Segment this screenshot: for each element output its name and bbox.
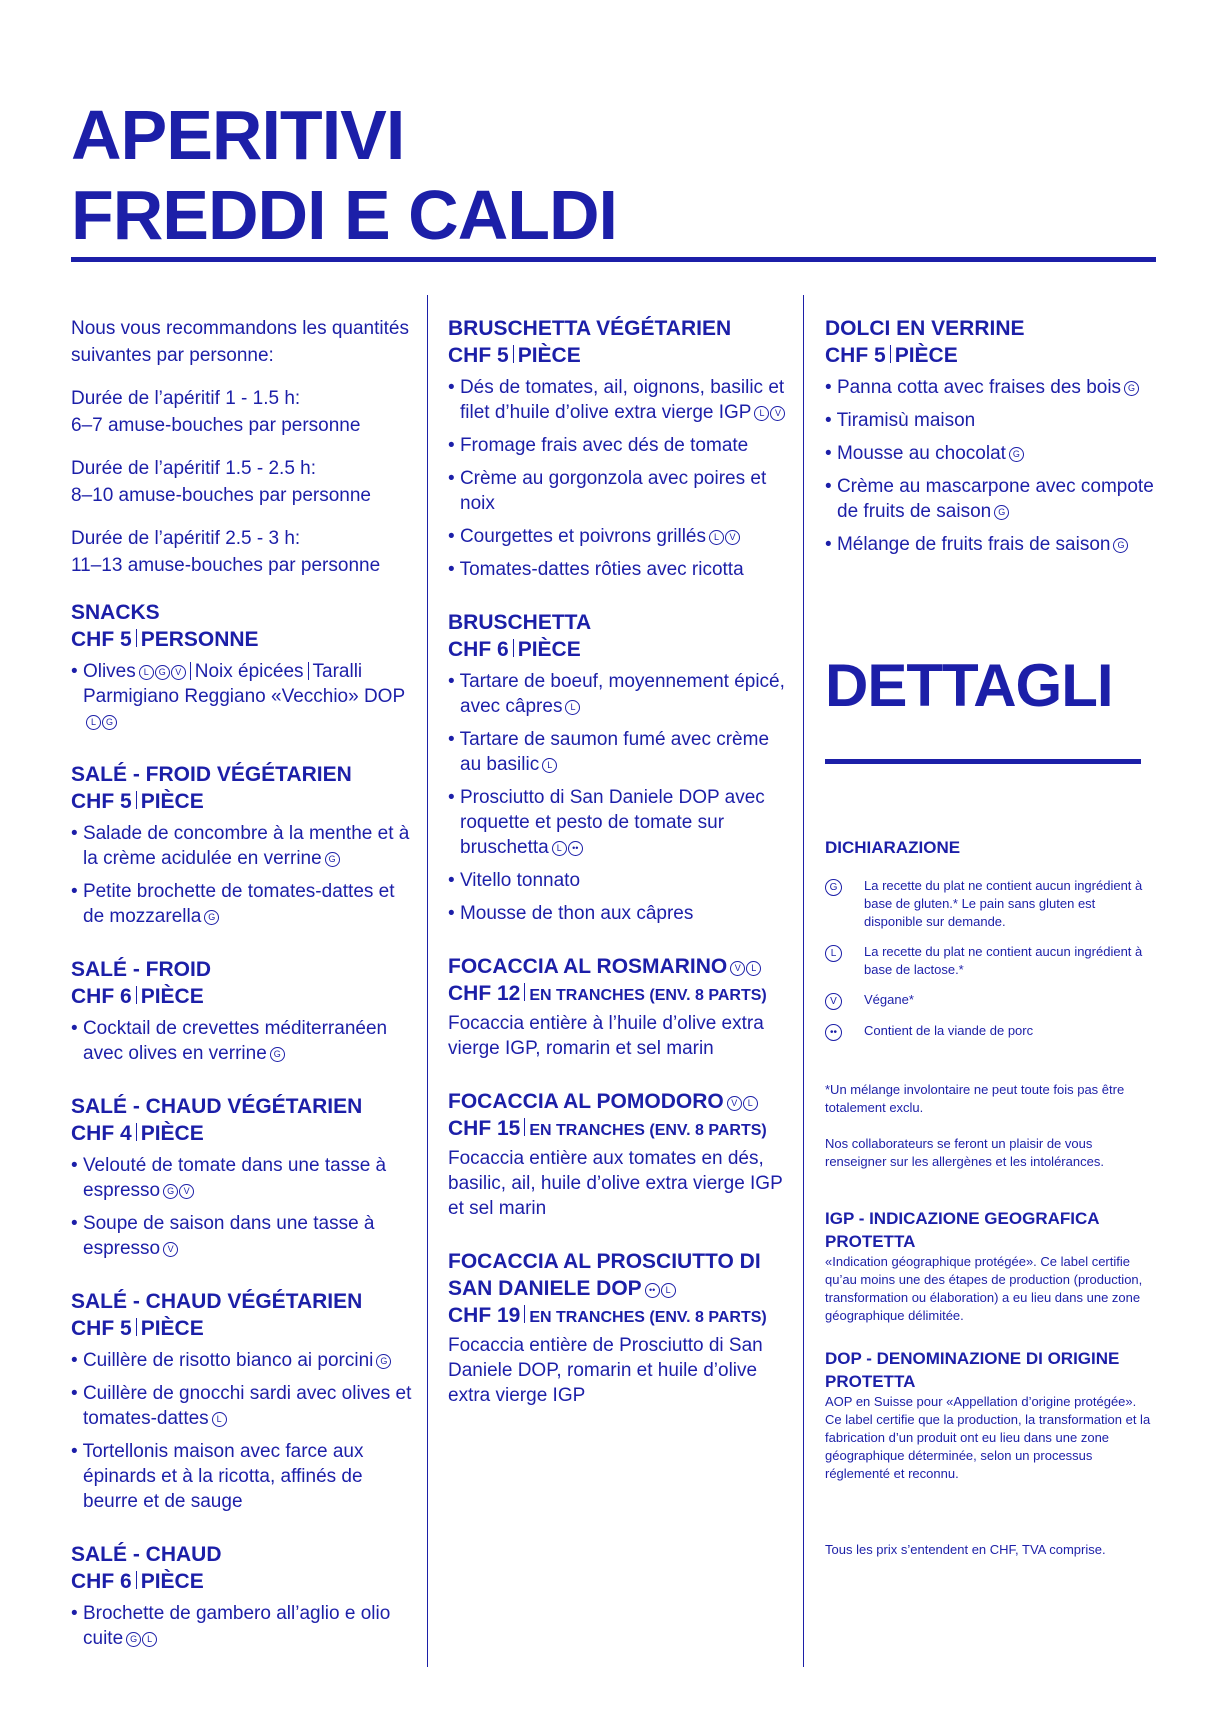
section-price	[71, 983, 416, 1010]
item-text: Tartare de boeuf, moyennement épicé, avec câpres	[459, 671, 785, 717]
list-item	[448, 868, 788, 893]
dettagli-heading: DETTAGLI	[825, 652, 1113, 719]
vegan-icon: V	[825, 993, 842, 1010]
vegan-icon: V	[163, 1242, 178, 1257]
legend-text: La recette du plat ne contient aucun ingrédient à base de gluten.* Le pain sans gluten est disponible sur demande.	[864, 878, 1143, 929]
page-title-line1: APERITIVI	[71, 96, 405, 174]
title-text: FOCACCIA AL PROSCIUTTO DI SAN DANIELE DOP	[448, 1250, 761, 1300]
item-list	[825, 375, 1155, 557]
legend-text: Contient de la viande de porc	[864, 1023, 1034, 1038]
section-title: SALÉ - CHAUD VÉGÉTARIEN	[71, 1290, 363, 1313]
list-item	[448, 433, 788, 458]
section-price	[71, 1120, 416, 1147]
list-item	[825, 408, 1155, 433]
item-text: Brochette de gambero all’aglio e olio cuite	[82, 1603, 391, 1649]
list-item	[825, 532, 1155, 557]
item-list	[71, 1016, 416, 1066]
section-price	[448, 636, 788, 663]
item-text: Cuillère de gnocchi sardi avec olives et tomates-dattes	[82, 1383, 412, 1429]
list-item	[825, 474, 1155, 524]
section-sale-chaud-vegetarien-4	[71, 1093, 416, 1261]
lactose-free-icon: L	[825, 945, 842, 962]
price-unit: PIÈCE	[140, 790, 204, 813]
gluten-free-icon: G	[1124, 381, 1139, 396]
dop-text: AOP en Suisse pour «Appellation d’origine protégée». Ce label certifie que la production, la transformation et la fabrication d’un produit ont eu lieu dans une zone géographique déterminée, selon un processus réglementé et reconnu.	[825, 1394, 1151, 1481]
legend-row-pork	[825, 1022, 1155, 1041]
section-price	[825, 342, 1155, 369]
vegan-icon: V	[179, 1184, 194, 1199]
lactose-free-icon: L	[746, 961, 761, 976]
section-price	[448, 980, 788, 1009]
igp-text: «Indication géographique protégée». Ce label certifie qu’au moins une des étapes de production (production, transformation ou élaboration) a eu lieu dans une zone géographique délimitée.	[825, 1254, 1143, 1323]
item-text: Parmigiano Reggiano «Vecchio» DOP	[83, 686, 406, 707]
vegan-icon: V	[725, 530, 740, 545]
gluten-free-icon: G	[994, 505, 1009, 520]
igp-section	[825, 1207, 1155, 1325]
item-separator	[308, 662, 309, 680]
item-description: Focaccia entière de Prosciutto di San Daniele DOP, romarin et huile d’olive extra vierge IGP	[448, 1335, 763, 1406]
item-text: Dés de tomates, ail, oignons, basilic et filet d’huile d’olive extra vierge IGP	[459, 377, 785, 423]
list-item	[448, 524, 788, 549]
price-amount: CHF 5	[71, 628, 132, 651]
list-item	[448, 785, 788, 860]
list-item	[71, 1153, 416, 1203]
section-title: SALÉ - CHAUD	[71, 1543, 222, 1566]
declaration-section	[825, 836, 1155, 1171]
price-separator	[524, 983, 525, 1001]
staff-note: Nos collaborateurs se feront un plaisir de vous renseigner sur les allergènes et les intolérances.	[825, 1136, 1104, 1169]
price-unit: EN TRANCHES (ENV. 8 PARTS)	[529, 1122, 767, 1139]
title-divider	[71, 257, 1156, 262]
price-separator	[513, 639, 514, 657]
item-text: Tartare de saumon fumé avec crème au basilic	[459, 729, 770, 775]
dop-title: DOP - DENOMINAZIONE DI ORIGINE PROTETTA	[825, 1349, 1120, 1391]
price-amount: CHF 6	[71, 985, 132, 1008]
lactose-free-icon: L	[743, 1096, 758, 1111]
price-separator	[524, 1305, 525, 1323]
item-list	[71, 1601, 416, 1651]
item-text: Panna cotta avec fraises des bois	[836, 377, 1122, 398]
section-title	[448, 1088, 788, 1115]
item-list	[448, 669, 788, 926]
section-title	[448, 953, 788, 980]
item-description: Focaccia entière à l’huile d’olive extra vierge IGP, romarin et sel marin	[448, 1013, 764, 1059]
section-title: DOLCI EN VERRINE	[825, 317, 1025, 340]
price-separator	[890, 345, 891, 363]
lactose-free-icon: L	[565, 700, 580, 715]
lactose-free-icon: L	[139, 665, 154, 680]
item-text: Soupe de saison dans une tasse à espresso	[82, 1213, 375, 1259]
dettagli-divider	[825, 759, 1141, 764]
price-unit: PIÈCE	[140, 1122, 204, 1145]
item-text: Courgettes et poivrons grillés	[459, 526, 707, 547]
vegan-icon: V	[770, 406, 785, 421]
price-unit: EN TRANCHES (ENV. 8 PARTS)	[529, 987, 767, 1004]
list-item	[825, 441, 1155, 466]
item-text: Olives	[82, 661, 136, 682]
item-text: Velouté de tomate dans une tasse à espresso	[82, 1155, 387, 1201]
price-amount: CHF 4	[71, 1122, 132, 1145]
column-divider-2	[803, 295, 804, 1667]
price-unit: PIÈCE	[517, 638, 581, 661]
column-middle	[448, 315, 788, 1435]
column-right	[825, 315, 1155, 1559]
legend-text: La recette du plat ne contient aucun ingrédient à base de lactose.*	[864, 944, 1143, 977]
page-title	[71, 95, 617, 255]
item-text: Prosciutto di San Daniele DOP avec roquette et pesto de tomate sur bruschetta	[459, 787, 765, 858]
item-text: Mélange de fruits frais de saison	[836, 534, 1111, 555]
price-separator	[136, 1318, 137, 1336]
price-amount: CHF 19	[448, 1304, 521, 1327]
price-separator	[136, 986, 137, 1004]
lactose-free-icon: L	[552, 841, 567, 856]
item-text: Tomates-dattes rôties avec ricotta	[459, 559, 744, 580]
item-text: Crème au mascarpone avec compote de fruits de saison	[836, 476, 1154, 522]
gluten-free-icon: G	[325, 852, 340, 867]
list-item	[448, 557, 788, 582]
pork-icon: ••	[825, 1024, 842, 1041]
lactose-free-icon: L	[86, 715, 101, 730]
section-focaccia-prosciutto	[448, 1248, 788, 1408]
item-text: Cocktail de crevettes méditerranéen avec olives en verrine	[82, 1018, 388, 1064]
list-item	[71, 1348, 416, 1373]
price-unit: PERSONNE	[140, 628, 259, 651]
duration-2	[71, 455, 416, 509]
price-amount: CHF 6	[71, 1570, 132, 1593]
list-item	[71, 659, 416, 734]
dop-section	[825, 1347, 1155, 1483]
gluten-free-icon: G	[126, 1632, 141, 1647]
section-bruschetta	[448, 609, 788, 926]
vegan-icon: V	[171, 665, 186, 680]
gluten-free-icon: G	[204, 910, 219, 925]
section-bruschetta-vegetarien	[448, 315, 788, 582]
item-text: Tortellonis maison avec farce aux épinards et à la ricotta, affinés de beurre et de sauge	[82, 1441, 364, 1512]
price-unit: PIÈCE	[517, 344, 581, 367]
legend-row-lactose	[825, 943, 1155, 979]
section-title: SALÉ - CHAUD VÉGÉTARIEN	[71, 1095, 363, 1118]
section-title: BRUSCHETTA VÉGÉTARIEN	[448, 317, 732, 340]
price-amount: CHF 6	[448, 638, 509, 661]
list-item	[71, 1211, 416, 1261]
section-sale-chaud-vegetarien-5	[71, 1288, 416, 1514]
section-price	[71, 1315, 416, 1342]
disclaimer-note: *Un mélange involontaire ne peut toute fois pas être totalement exclu.	[825, 1082, 1125, 1115]
lactose-free-icon: L	[661, 1283, 676, 1298]
title-text: FOCACCIA AL POMODORO	[448, 1090, 724, 1113]
price-separator	[513, 345, 514, 363]
section-title: SALÉ - FROID	[71, 958, 211, 981]
gluten-free-icon: G	[163, 1184, 178, 1199]
price-unit: PIÈCE	[140, 985, 204, 1008]
gluten-free-icon: G	[1009, 447, 1024, 462]
footer-note: Tous les prix s’entendent en CHF, TVA comprise.	[825, 1542, 1106, 1557]
list-item	[825, 375, 1155, 400]
intro-recommendation: Nous vous recommandons les quantités suivantes par personne:	[71, 318, 409, 366]
duration-1	[71, 385, 416, 439]
list-item	[448, 727, 788, 777]
list-item	[71, 1016, 416, 1066]
duration-label: Durée de l’apéritif 1 - 1.5 h:	[71, 388, 301, 409]
price-amount: CHF 5	[448, 344, 509, 367]
section-sale-froid-vegetarien	[71, 761, 416, 929]
item-text: Cuillère de risotto bianco ai porcini	[82, 1350, 374, 1371]
list-item	[448, 375, 788, 425]
section-price	[448, 342, 788, 369]
gluten-free-icon: G	[270, 1047, 285, 1062]
legend-text: Végane*	[864, 992, 914, 1007]
section-sale-chaud	[71, 1541, 416, 1651]
item-text: Taralli	[312, 661, 363, 682]
list-item	[71, 1381, 416, 1431]
price-separator	[136, 1571, 137, 1589]
price-amount: CHF 15	[448, 1117, 521, 1140]
section-focaccia-rosmarino	[448, 953, 788, 1061]
item-list	[71, 1348, 416, 1514]
lactose-free-icon: L	[754, 406, 769, 421]
duration-value: 11–13 amuse-bouches par personne	[71, 555, 381, 576]
price-unit: PIÈCE	[140, 1570, 204, 1593]
list-item	[448, 669, 788, 719]
duration-value: 6–7 amuse-bouches par personne	[71, 415, 361, 436]
igp-title: IGP - INDICAZIONE GEOGRAFICA PROTETTA	[825, 1209, 1099, 1251]
gluten-free-icon: G	[1113, 538, 1128, 553]
section-title	[448, 1248, 788, 1302]
list-item	[71, 1601, 416, 1651]
price-amount: CHF 5	[71, 1317, 132, 1340]
section-title: BRUSCHETTA	[448, 611, 592, 634]
legend-row-gluten	[825, 877, 1155, 931]
price-unit: EN TRANCHES (ENV. 8 PARTS)	[529, 1309, 767, 1326]
list-item	[71, 1439, 416, 1514]
duration-label: Durée de l’apéritif 2.5 - 3 h:	[71, 528, 301, 549]
title-text: FOCACCIA AL ROSMARINO	[448, 955, 728, 978]
item-text: Mousse de thon aux câpres	[459, 903, 694, 924]
item-text: Fromage frais avec dés de tomate	[459, 435, 749, 456]
section-price	[71, 626, 416, 653]
price-unit: PIÈCE	[894, 344, 958, 367]
price-amount: CHF 5	[71, 790, 132, 813]
legend	[825, 877, 1155, 1041]
gluten-free-icon: G	[825, 879, 842, 896]
pork-icon: ••	[645, 1283, 660, 1298]
item-text: Vitello tonnato	[459, 870, 581, 891]
lactose-free-icon: L	[212, 1412, 227, 1427]
section-title: SNACKS	[71, 601, 160, 624]
lactose-free-icon: L	[542, 758, 557, 773]
item-list	[448, 375, 788, 582]
duration-3	[71, 525, 416, 579]
item-text: Salade de concombre à la menthe et à la crème acidulée en verrine	[82, 823, 410, 869]
gluten-free-icon: G	[102, 715, 117, 730]
gluten-free-icon: G	[376, 1354, 391, 1369]
gluten-free-icon: G	[155, 665, 170, 680]
list-item	[448, 466, 788, 516]
item-list	[71, 1153, 416, 1261]
section-sale-froid	[71, 956, 416, 1066]
section-price	[448, 1302, 788, 1331]
section-dolci	[825, 315, 1155, 557]
item-list	[71, 659, 416, 734]
duration-label: Durée de l’apéritif 1.5 - 2.5 h:	[71, 458, 317, 479]
lactose-free-icon: L	[142, 1632, 157, 1647]
declaration-title: DICHIARAZIONE	[825, 838, 961, 857]
list-item	[71, 879, 416, 929]
item-separator	[190, 662, 191, 680]
item-text: Crème au gorgonzola avec poires et noix	[459, 468, 767, 514]
price-separator	[136, 1123, 137, 1141]
item-text: Noix épicées	[194, 661, 304, 682]
price-amount: CHF 5	[825, 344, 886, 367]
vegan-icon: V	[727, 1096, 742, 1111]
section-focaccia-pomodoro	[448, 1088, 788, 1221]
price-unit: PIÈCE	[140, 1317, 204, 1340]
pork-icon: ••	[568, 841, 583, 856]
item-list	[71, 821, 416, 929]
price-separator	[136, 629, 137, 647]
price-amount: CHF 12	[448, 982, 521, 1005]
section-price	[71, 1568, 416, 1595]
list-item	[71, 821, 416, 871]
column-divider-1	[427, 295, 428, 1667]
item-description: Focaccia entière aux tomates en dés, basilic, ail, huile d’olive extra vierge IGP et sel marin	[448, 1148, 783, 1219]
lactose-free-icon: L	[709, 530, 724, 545]
section-snacks	[71, 599, 416, 734]
duration-value: 8–10 amuse-bouches par personne	[71, 485, 371, 506]
item-text: Mousse au chocolat	[836, 443, 1006, 464]
price-separator	[136, 791, 137, 809]
item-text: Tiramisù maison	[836, 410, 976, 431]
section-price	[71, 788, 416, 815]
section-price	[448, 1115, 788, 1144]
page-title-line2: FREDDI E CALDI	[71, 176, 617, 254]
section-title: SALÉ - FROID VÉGÉTARIEN	[71, 763, 352, 786]
item-text: Petite brochette de tomates-dattes et de mozzarella	[82, 881, 395, 927]
list-item	[448, 901, 788, 926]
legend-row-vegan	[825, 991, 1155, 1010]
price-separator	[524, 1118, 525, 1136]
vegan-icon: V	[730, 961, 745, 976]
column-left	[71, 315, 416, 1678]
